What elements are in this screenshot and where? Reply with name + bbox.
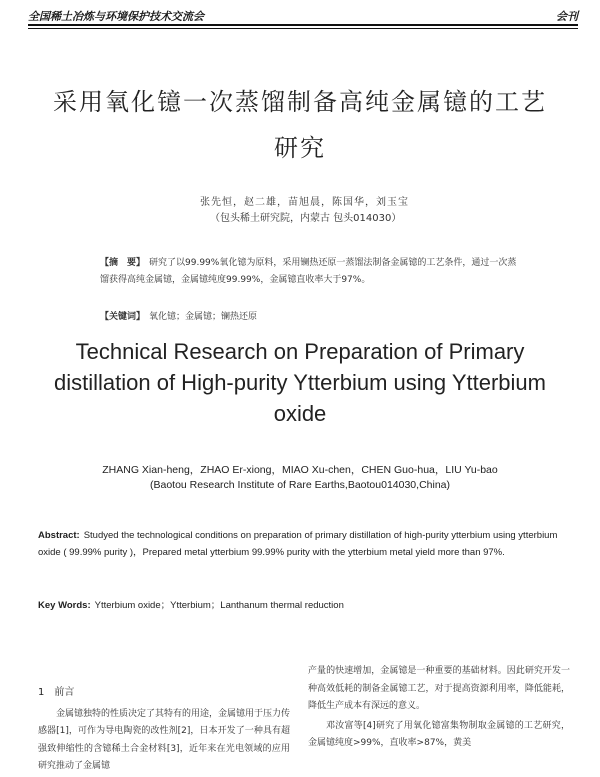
- keywords-en-text: Ytterbium oxide；Ytterbium；Lanthanum thermal reduction: [94, 600, 344, 611]
- affiliation-cn: （包头稀土研究院，内蒙古 包头014030）: [210, 213, 402, 224]
- running-header: [28, 6, 578, 24]
- keywords-en: [38, 597, 344, 611]
- title-en-line3: oxide: [273, 401, 327, 426]
- abstract-cn: [100, 255, 525, 289]
- header-rule-thin: [28, 28, 578, 29]
- body-right-column: [308, 663, 570, 753]
- volume-label: 会刊: [556, 10, 578, 23]
- keywords-cn-label: 【关键词】: [100, 312, 146, 322]
- right-paragraph-1: 产量的快速增加，金属镱是一种重要的基础材料。因此研究开发一种高效低耗的制备金属镱工艺，对于提高资源利用率，降低能耗，降低生产成本有深远的意义。: [308, 666, 570, 711]
- body-left-column: [38, 684, 290, 776]
- keywords-cn: [100, 309, 257, 322]
- title-cn-line2: 研究: [274, 134, 326, 162]
- abstract-en-label: Abstract:: [38, 530, 80, 541]
- abstract-cn-label: 【摘 要】: [100, 258, 146, 268]
- conference-name: 全国稀土冶炼与环境保护技术交流会: [28, 10, 204, 23]
- section-heading-intro: 1 前言: [38, 687, 75, 698]
- title-en-line1: Technical Research on Preparation of Primary: [75, 339, 525, 364]
- header-rule-thick: [28, 24, 578, 26]
- title-cn-line1: 采用氧化镱一次蒸馏制备高纯金属镱的工艺: [53, 88, 547, 116]
- abstract-cn-text: 研究了以99.99%氧化镱为原料，采用镧热还原一蒸馏法制备金属镱的工艺条件，通过一次蒸馏获得高纯金属镱，金属镱纯度99.99%，金属镱直收率大于97%。: [100, 258, 517, 285]
- abstract-en: [38, 528, 568, 561]
- keywords-en-label: Key Words:: [38, 600, 91, 611]
- keywords-cn-text: 氧化镱；金属镱；镧热还原: [149, 312, 258, 322]
- authors-cn: 张先恒，赵二雄，苗旭晨，陈国华，刘玉宝: [200, 197, 409, 208]
- intro-paragraph: 金属镱独特的性质决定了其特有的用途，金属镱用于压力传感器[1]，可作为导电陶瓷的改性剂[2]，日本开发了一种具有超强致伸缩性的含镱稀土合金材料[3]，近年来在光电领域的应用研究推动了金属镱: [38, 708, 291, 771]
- affiliation-en: (Baotou Research Institute of Rare Earths,Baotou014030,China): [149, 479, 450, 491]
- abstract-en-text: Studyed the technological conditions on preparation of primary distillation of high-purity ytterbium using ytterbium oxide ( 99.99% purity )，Prepared metal ytterbium 99.99% purity with the ytterbium metal yield more than 97%.: [38, 530, 558, 558]
- authors-en: ZHANG Xian-heng，ZHAO Er-xiong，MIAO Xu-chen，CHEN Guo-hua，LIU Yu-bao: [102, 464, 498, 476]
- right-paragraph-2: 邓汝富等[4]研究了用氧化镱富集物制取金属镱的工艺研究，金属镱纯度>99%，直收率>87%，黄美: [308, 720, 570, 748]
- title-en-line2: distillation of High-purity Ytterbium using Ytterbium: [54, 370, 546, 395]
